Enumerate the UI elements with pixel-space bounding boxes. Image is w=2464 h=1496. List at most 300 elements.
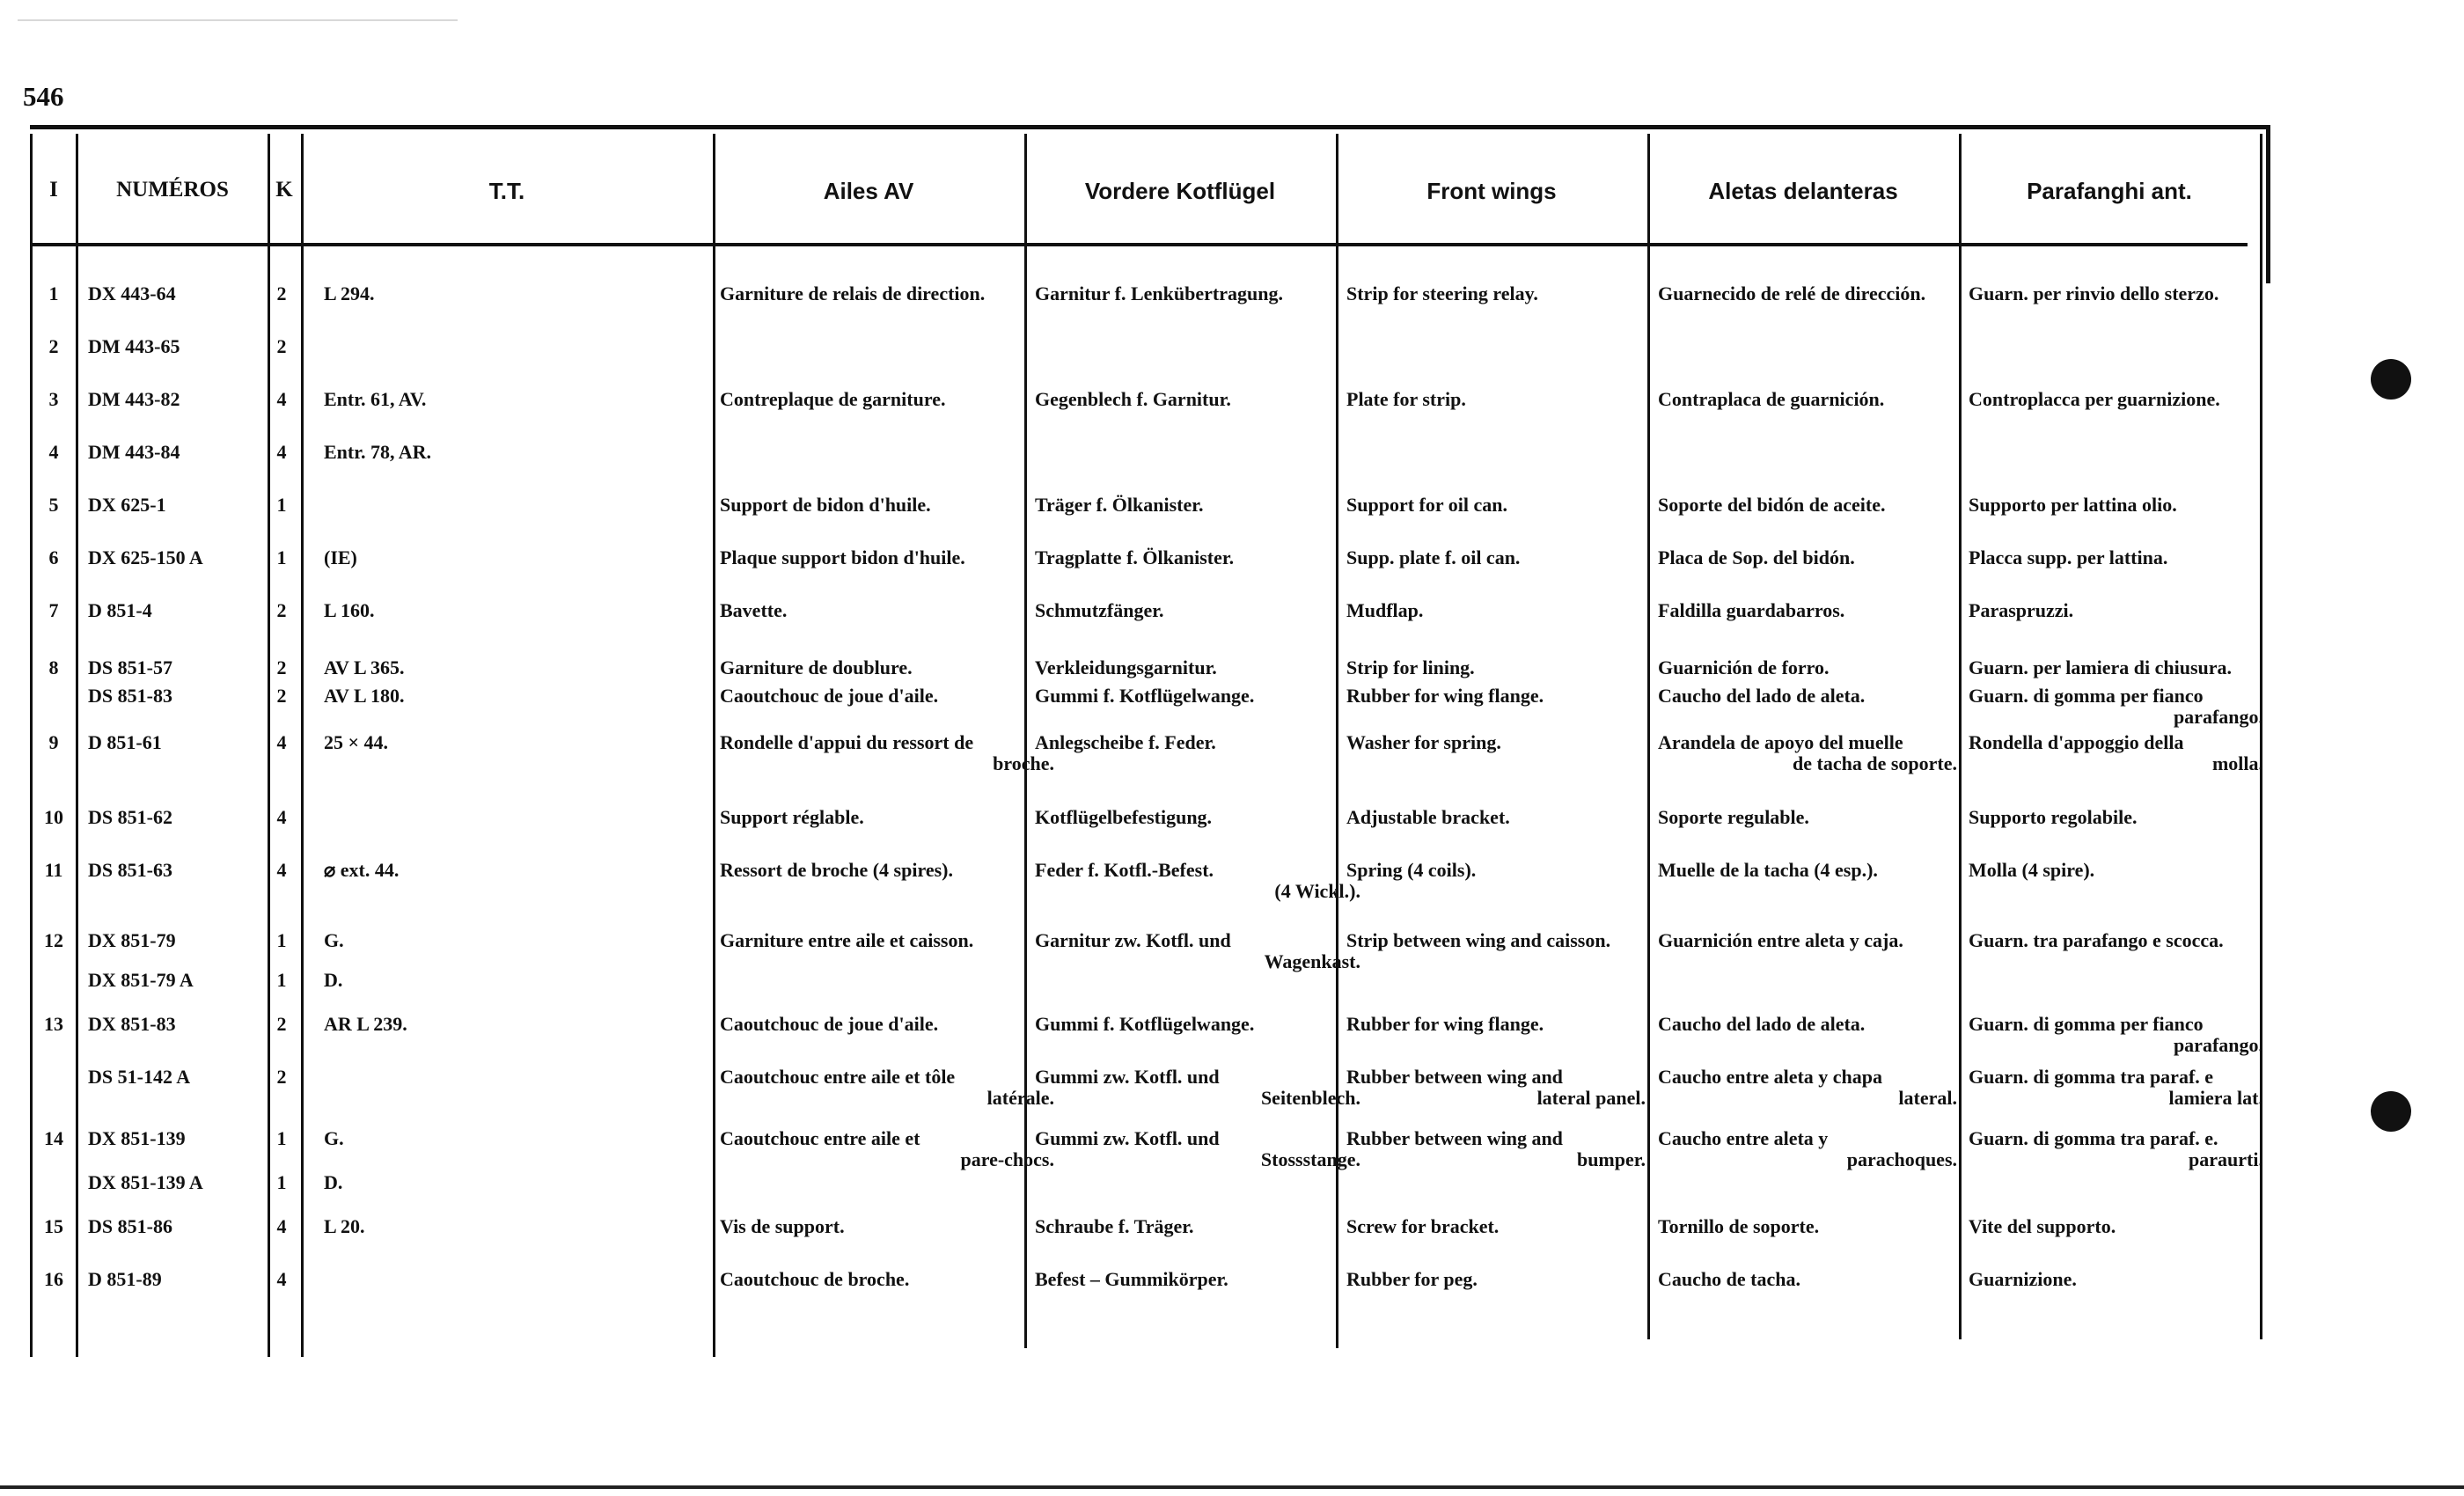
desc-french-line: Support réglable. [720,806,864,828]
row-index [30,860,77,881]
row-index [30,1216,77,1237]
part-number [88,600,152,621]
desc-spanish [1658,732,1957,774]
row-index [30,1128,77,1149]
part-number-line: D 851-4 [88,599,152,621]
table-row [30,389,2265,442]
desc-spanish [1658,495,1957,516]
row-index [30,657,77,678]
header-index: I [49,178,58,202]
desc-german [1035,1269,1360,1290]
desc-english [1346,1128,1646,1170]
desc-italian-continuation: paraurti. [2189,1148,2263,1170]
row-index-line: 3 [48,388,59,410]
desc-italian-continuation: parafango. [2173,1034,2263,1056]
quantity [266,860,297,881]
desc-english-line: Washer for spring. [1346,731,1501,753]
desc-english-continuation: bumper. [1576,1148,1646,1170]
desc-german [1035,1216,1360,1237]
quantity [266,1216,297,1237]
tt-note [324,732,388,753]
desc-french-line: Bavette. [720,599,788,621]
desc-german-line: Gummi f. Kotflügelwange. [1035,1013,1255,1035]
header-french: Ailes AV [823,178,914,204]
desc-italian-line: Rondella d'appoggio della [1969,731,2184,753]
quantity-line: 1 [276,969,287,991]
desc-spanish-line: Arandela de apoyo del muelle [1658,731,1903,753]
part-number-line: DS 851-62 [88,806,172,828]
desc-english [1346,283,1646,304]
table-row [30,686,2265,738]
row-index-line: 14 [44,1127,63,1149]
desc-french-line: Caoutchouc entre aile et tôle [720,1066,956,1088]
part-number-line: DS 851-57 [88,656,172,678]
quantity [266,732,297,753]
tt-note [324,1172,342,1193]
desc-italian-line: Molla (4 spire). [1969,859,2095,881]
tt-note [324,1014,407,1035]
desc-spanish-line: Guarnición entre aleta y caja. [1658,929,1903,951]
table-row [30,732,2265,785]
quantity [266,1172,297,1193]
desc-french-continuation: broche. [993,752,1054,774]
desc-italian-continuation: parafango. [2173,706,2263,728]
row-index [30,283,77,304]
quantity-line: 2 [276,335,287,357]
tt-note-line: ⌀ ext. 44. [324,859,400,881]
desc-english [1346,389,1646,410]
desc-italian-line: Placca supp. per lattina. [1969,546,2168,568]
table-row [30,547,2265,600]
part-number-line: DM 443-82 [88,388,180,410]
desc-spanish-line: Caucho del lado de aleta. [1658,685,1866,707]
desc-german-line: Träger f. Ölkanister. [1035,494,1204,516]
table-right-border [2266,125,2270,283]
desc-english [1346,1216,1646,1237]
desc-spanish-line: Soporte regulable. [1658,806,1809,828]
desc-italian [1969,1269,2263,1290]
desc-french [720,1014,1054,1035]
row-index [30,930,77,951]
header-german: Vordere Kotflügel [1084,178,1276,204]
desc-french-line: Caoutchouc entre aile et [720,1127,920,1149]
desc-english-line: Rubber between wing and [1346,1127,1563,1149]
tt-note-line: D. [324,969,343,991]
desc-german [1035,807,1360,828]
tt-note-line: D. [324,1171,343,1193]
desc-german-continuation: Stossstange. [1260,1148,1360,1170]
desc-italian-line: Guarn. di gomma tra paraf. e [1969,1066,2214,1088]
tt-note [324,930,344,951]
part-number [88,1216,172,1237]
quantity [266,336,297,357]
table-row [30,495,2265,547]
desc-italian-line: Controplacca per guarnizione. [1969,388,2220,410]
desc-french [720,657,1054,678]
desc-spanish [1658,657,1957,678]
table-row [30,600,2265,653]
desc-italian [1969,930,2263,951]
quantity [266,1128,297,1149]
desc-italian-line: Guarn. tra parafango e scocca. [1969,929,2224,951]
desc-french-line: Caoutchouc de broche. [720,1268,910,1290]
desc-english-line: Rubber for wing flange. [1346,1013,1544,1035]
part-number [88,1014,176,1035]
row-index-line: 13 [44,1013,63,1035]
desc-french-line: Garniture entre aile et caisson. [720,929,974,951]
tt-note [324,686,405,707]
desc-french [720,930,1054,951]
desc-english-line: Rubber for wing flange. [1346,685,1544,707]
desc-german [1035,930,1360,972]
desc-english-line: Strip for lining. [1346,656,1475,678]
desc-spanish [1658,600,1957,621]
tt-note-line: G. [324,929,344,951]
desc-english-line: Supp. plate f. oil can. [1346,546,1521,568]
part-number-line: DS 851-83 [88,685,172,707]
desc-spanish-line: Tornillo de soporte. [1658,1215,1820,1237]
desc-italian-line: Guarn. di gomma per fianco [1969,685,2204,707]
part-number-line: DX 443-64 [88,282,176,304]
desc-french [720,1269,1054,1290]
row-index [30,807,77,828]
desc-french-line: Garniture de relais de direction. [720,282,986,304]
row-index [30,442,77,463]
desc-german-line: Befest – Gummikörper. [1035,1268,1228,1290]
desc-italian-line: Guarn. per lamiera di chiusura. [1969,656,2233,678]
tt-note [324,1216,364,1237]
part-number-line: DX 625-150 A [88,546,203,568]
quantity-line: 4 [276,731,287,753]
row-index-line: 7 [48,599,59,621]
quantity-line: 2 [276,1066,287,1088]
desc-spanish-line: Muelle de la tacha (4 esp.). [1658,859,1878,881]
desc-english [1346,686,1646,707]
quantity [266,807,297,828]
part-number-line: DM 443-65 [88,335,180,357]
part-number [88,1128,186,1149]
part-number-line: DS 51-142 A [88,1066,191,1088]
desc-german-line: Feder f. Kotfl.-Befest. [1035,859,1214,881]
part-number-line: DX 851-139 [88,1127,186,1149]
desc-english [1346,732,1646,753]
part-number [88,283,176,304]
desc-spanish [1658,1128,1957,1170]
header-english: Front wings [1426,178,1557,204]
row-index-line: 8 [48,656,59,678]
quantity [266,930,297,951]
header-spanish: Aletas delanteras [1708,178,1898,204]
binder-hole-icon [2371,359,2411,400]
desc-spanish-line: Caucho entre aleta y chapa [1658,1066,1883,1088]
desc-spanish [1658,686,1957,707]
desc-german [1035,860,1360,902]
desc-english-line: Rubber between wing and [1346,1066,1563,1088]
desc-italian [1969,807,2263,828]
desc-spanish-continuation: parachoques. [1846,1148,1957,1170]
desc-french-line: Vis de support. [720,1215,845,1237]
part-number [88,389,180,410]
table-row [30,1216,2265,1269]
page-number: 546 [23,81,64,112]
part-number-line: DX 851-83 [88,1013,176,1035]
desc-french-line: Rondelle d'appui du ressort de [720,731,974,753]
quantity-line: 4 [276,806,287,828]
row-index [30,600,77,621]
table-row [30,807,2265,860]
tt-note-line: L 294. [324,282,375,304]
tt-note [324,657,405,678]
desc-spanish [1658,1067,1957,1109]
desc-german-continuation: (4 Wickl.). [1274,880,1360,902]
table-row [30,1067,2265,1119]
desc-french [720,686,1054,707]
row-index [30,547,77,568]
part-number-line: DX 851-79 [88,929,176,951]
desc-french [720,600,1054,621]
desc-italian-continuation: lamiera lat. [2168,1087,2263,1109]
quantity-line: 4 [276,1215,287,1237]
quantity [266,442,297,463]
table-row [30,1014,2265,1067]
desc-italian [1969,1014,2263,1056]
desc-german-line: Verkleidungsgarnitur. [1035,656,1217,678]
tt-note-line: AV L 180. [324,685,405,707]
row-index [30,389,77,410]
desc-german-continuation: Seitenblech. [1260,1087,1360,1109]
desc-german-line: Gummi zw. Kotfl. und [1035,1127,1220,1149]
desc-spanish [1658,1269,1957,1290]
desc-german [1035,1128,1360,1170]
row-index-line: 12 [44,929,63,951]
quantity [266,1269,297,1290]
tt-note [324,1128,344,1149]
desc-french [720,283,1054,304]
tt-note-line: AR L 239. [324,1013,407,1035]
desc-french-line: Contreplaque de garniture. [720,388,946,410]
desc-italian [1969,283,2263,304]
row-index-line: 2 [48,335,59,357]
quantity-line: 2 [276,656,287,678]
desc-spanish-continuation: lateral. [1898,1087,1957,1109]
quantity [266,600,297,621]
part-number [88,970,194,991]
tt-note-line: AV L 365. [324,656,405,678]
desc-english [1346,860,1646,881]
desc-spanish [1658,930,1957,951]
desc-italian [1969,1216,2263,1237]
tt-note-line: Entr. 78, AR. [324,441,432,463]
desc-english [1346,930,1646,951]
desc-french [720,860,1054,881]
desc-english-line: Strip for steering relay. [1346,282,1538,304]
tt-note-line: (IE) [324,546,357,568]
row-index [30,732,77,753]
desc-german-line: Schraube f. Träger. [1035,1215,1194,1237]
desc-french [720,1067,1054,1109]
desc-german-line: Gummi f. Kotflügelwange. [1035,685,1255,707]
quantity-line: 1 [276,546,287,568]
desc-english-line: Mudflap. [1346,599,1424,621]
desc-german [1035,547,1360,568]
tt-note [324,600,374,621]
desc-italian [1969,860,2263,881]
quantity-line: 1 [276,1127,287,1149]
table-row [30,336,2265,389]
desc-spanish-continuation: de tacha de soporte. [1793,752,1957,774]
quantity-line: 4 [276,1268,287,1290]
desc-french-continuation: pare-chocs. [960,1148,1054,1170]
part-number [88,336,180,357]
row-index-line: 15 [44,1215,63,1237]
header-divider [30,243,2248,246]
quantity [266,283,297,304]
desc-german-line: Gegenblech f. Garnitur. [1035,388,1231,410]
desc-german [1035,732,1360,753]
row-index-line: 9 [48,731,59,753]
row-index-line: 6 [48,546,59,568]
desc-spanish [1658,807,1957,828]
desc-french-line: Plaque support bidon d'huile. [720,546,965,568]
desc-english-continuation: lateral panel. [1536,1087,1646,1109]
tt-note-line: 25 × 44. [324,731,389,753]
part-number [88,930,176,951]
part-number [88,657,172,678]
desc-german [1035,686,1360,707]
binder-hole-icon [2371,1091,2411,1132]
part-number [88,1269,162,1290]
header-italian: Parafanghi ant. [2027,178,2192,204]
desc-italian [1969,732,2263,774]
quantity [266,389,297,410]
parts-table [30,125,2270,1357]
top-rule [18,19,458,21]
part-number [88,1172,203,1193]
desc-french [720,1128,1054,1170]
row-index [30,1014,77,1035]
quantity-line: 1 [276,494,287,516]
desc-italian-line: Guarn. di gomma per fianco [1969,1013,2204,1035]
part-number [88,495,166,516]
row-index [30,1269,77,1290]
desc-german [1035,1014,1360,1035]
part-number-line: DM 443-84 [88,441,180,463]
desc-english [1346,547,1646,568]
desc-english-line: Support for oil can. [1346,494,1507,516]
table-row [30,283,2265,336]
desc-spanish-line: Guarnecido de relé de dirección. [1658,282,1926,304]
desc-italian [1969,1128,2263,1170]
part-number [88,547,203,568]
tt-note-line: L 160. [324,599,375,621]
desc-italian-line: Vite del supporto. [1969,1215,2116,1237]
desc-english-line: Strip between wing and caisson. [1346,929,1611,951]
desc-french [720,1216,1054,1237]
part-number [88,686,172,707]
part-number-line: D 851-89 [88,1268,162,1290]
desc-italian-line: Guarn. per rinvio dello sterzo. [1969,282,2219,304]
row-index-line: 1 [48,282,59,304]
part-number [88,732,162,753]
desc-spanish-line: Caucho entre aleta y [1658,1127,1829,1149]
tt-note [324,860,399,881]
desc-spanish-line: Soporte del bidón de aceite. [1658,494,1886,516]
tt-note [324,547,357,568]
desc-spanish-line: Contraplaca de guarnición. [1658,388,1885,410]
desc-french [720,495,1054,516]
tt-note [324,442,431,463]
desc-english-line: Rubber for peg. [1346,1268,1478,1290]
quantity-line: 4 [276,388,287,410]
desc-italian [1969,1067,2263,1109]
desc-german [1035,1067,1360,1109]
desc-italian [1969,495,2263,516]
desc-french [720,732,1054,774]
desc-german [1035,389,1360,410]
row-index-line: 11 [44,859,63,881]
row-index-line: 4 [48,441,59,463]
quantity [266,970,297,991]
part-number-line: DX 851-79 A [88,969,194,991]
row-index-line: 5 [48,494,59,516]
desc-german-line: Schmutzfänger. [1035,599,1164,621]
row-index-line: 10 [44,806,63,828]
desc-spanish-line: Guarnición de forro. [1658,656,1830,678]
part-number [88,1067,190,1088]
desc-spanish [1658,283,1957,304]
desc-english [1346,657,1646,678]
desc-german-line: Garnitur zw. Kotfl. und [1035,929,1231,951]
header-k: K [275,178,293,202]
desc-english [1346,1014,1646,1035]
desc-english-line: Screw for bracket. [1346,1215,1500,1237]
quantity-line: 2 [276,685,287,707]
quantity [266,657,297,678]
desc-english [1346,600,1646,621]
table-row [30,860,2265,913]
tt-note [324,970,342,991]
quantity-line: 1 [276,1171,287,1193]
desc-french-line: Garniture de doublure. [720,656,913,678]
quantity-line: 2 [276,599,287,621]
desc-german [1035,600,1360,621]
part-number [88,860,172,881]
desc-italian [1969,657,2263,678]
part-number [88,807,172,828]
desc-spanish-line: Faldilla guardabarros. [1658,599,1845,621]
quantity-line: 4 [276,441,287,463]
table-row [30,1269,2265,1322]
table-top-border [30,125,2270,129]
desc-italian-line: Supporto per lattina olio. [1969,494,2177,516]
header-tt: T.T. [488,178,525,204]
tt-note-line: G. [324,1127,344,1149]
quantity [266,495,297,516]
desc-german-line: Gummi zw. Kotfl. und [1035,1066,1220,1088]
desc-italian [1969,547,2263,568]
desc-italian [1969,600,2263,621]
part-number-line: DS 851-63 [88,859,172,881]
row-index [30,495,77,516]
tt-note [324,283,374,304]
desc-english [1346,495,1646,516]
quantity [266,1014,297,1035]
desc-italian-line: Guarnizione. [1969,1268,2077,1290]
desc-italian-line: Supporto regolabile. [1969,806,2138,828]
desc-german [1035,657,1360,678]
desc-italian [1969,389,2263,410]
part-number-line: DX 851-139 A [88,1171,203,1193]
